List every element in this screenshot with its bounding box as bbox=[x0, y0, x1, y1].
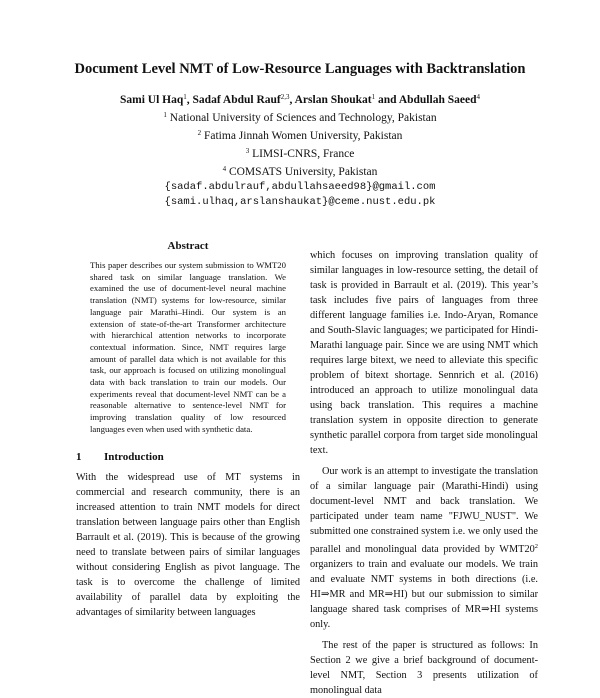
author-list bbox=[0, 90, 600, 108]
author-sep: and bbox=[375, 94, 399, 106]
abstract-text: This paper describes our system submission to WMT20 shared task on similar language translation. We examined the use of document-level neural machine translation (NMT) systems for low-resource, similar language pair Marathi–Hindi. Our system is an extension of state-of-the-art Transformer architecture with hierarchical attention networks to incorporate contextual information. Since, NMT requires large amount of parallel data which is not available for this task, our approach is focused on utilizing monolingual data with back translation to train our models. Our experiments reveal that document-level NMT can be a reasonable alternative to sentence-level NMT for improving translation quality of low resourced languages even when used with synthetic data. bbox=[90, 260, 286, 434]
affiliation-text: National University of Sciences and Technology, Pakistan bbox=[169, 112, 437, 124]
intro-paragraph: With the widespread use of MT systems in commercial and research community, there is an increased attention to train NMT models for direct translation between language pairs other than English Barrault et al. (2019). This is because of the growing need to translate between pairs of similar languages without considering English as pivot language. The task is to overcome the challenge of limited availability of parallel data by exploiting the advantages of similarity between languages bbox=[76, 472, 300, 618]
affiliation bbox=[0, 162, 600, 180]
author-affil-sup: 1 bbox=[183, 93, 187, 101]
affiliation bbox=[0, 126, 600, 144]
affiliation-sup: 1 bbox=[163, 111, 167, 119]
email-line[interactable]: {sami.ulhaq,arslanshaukat}@ceme.nust.edu.pk bbox=[164, 196, 436, 208]
affiliation-text: COMSATS University, Pakistan bbox=[228, 166, 378, 178]
section-number: 1 bbox=[76, 451, 82, 463]
author-block bbox=[0, 90, 600, 210]
footnote-marker[interactable]: 2 bbox=[534, 543, 538, 550]
author-sep: , bbox=[289, 94, 295, 106]
affiliation-text: LIMSI-CNRS, France bbox=[252, 148, 355, 160]
author-affil-sup: 1 bbox=[371, 93, 376, 101]
author-name: Sami Ul Haq bbox=[120, 94, 184, 106]
author-affil-sup: 2,3 bbox=[280, 93, 290, 101]
affiliation-sup: 2 bbox=[197, 129, 202, 137]
section-heading bbox=[76, 451, 164, 463]
affiliation bbox=[0, 108, 600, 126]
section-title: Introduction bbox=[104, 451, 164, 463]
email-line[interactable]: {sadaf.abdulrauf,abdullahsaeed98}@gmail.com bbox=[164, 181, 436, 193]
affiliation-sup: 4 bbox=[222, 165, 227, 173]
body-paragraph bbox=[310, 464, 538, 632]
author-name: Abdullah Saeed bbox=[398, 94, 477, 106]
affiliation-text: Fatima Jinnah Women University, Pakistan bbox=[203, 130, 403, 142]
author-name: Arslan Shoukat bbox=[294, 94, 372, 106]
abstract-heading: Abstract bbox=[167, 240, 209, 252]
body-paragraph: which focuses on improving translation quality of similar languages in low-resource setting, the detail of task is provided in Barrault et al. (2019). This year’s task includes five pairs of languages from three different language families i.e. Indo-Aryan, Romance and South-Slavic languages; we participated for Hindi-Marathi language pair. Since we are using NMT which requires large bitext, we need to alleviate this specific problem of bitext shortage. Sennrich et al. (2016) introduced an approach to utilize monolingual data using back translation. This requires a machine translation system in opposite direction to generate synthetic parallel corpora from target side monolingual text. bbox=[310, 250, 538, 456]
right-column bbox=[310, 248, 538, 698]
paragraph-text: organizers to train and evaluate our models. We train and evaluate NMT systems in both directions (i.e. HI⇒MR and MR⇒HI) but our submission to similar language shared task comprises of MR⇒HI systems only. bbox=[310, 559, 538, 630]
paragraph-text: Our work is an attempt to investigate the translation of a similar language pair (Marathi-Hindi) using document-level NMT and back translation. We participated under team name "FJWU_NUST". We submitted one constrained system i.e. we only used the parallel and monolingual data provided by WMT20 bbox=[310, 466, 538, 555]
affiliation-sup: 3 bbox=[245, 147, 250, 155]
paper-title: Document Level NMT of Low-Resource Languages with Backtranslation bbox=[74, 61, 526, 77]
author-name: Sadaf Abdul Rauf bbox=[192, 94, 281, 106]
affiliation bbox=[0, 144, 600, 162]
body-paragraph: The rest of the paper is structured as follows: In Section 2 we give a brief background of document-level NMT, Section 3 presents utilization of monolingual data bbox=[310, 640, 538, 696]
author-affil-sup: 4 bbox=[476, 93, 480, 101]
author-sep: , bbox=[186, 94, 193, 106]
